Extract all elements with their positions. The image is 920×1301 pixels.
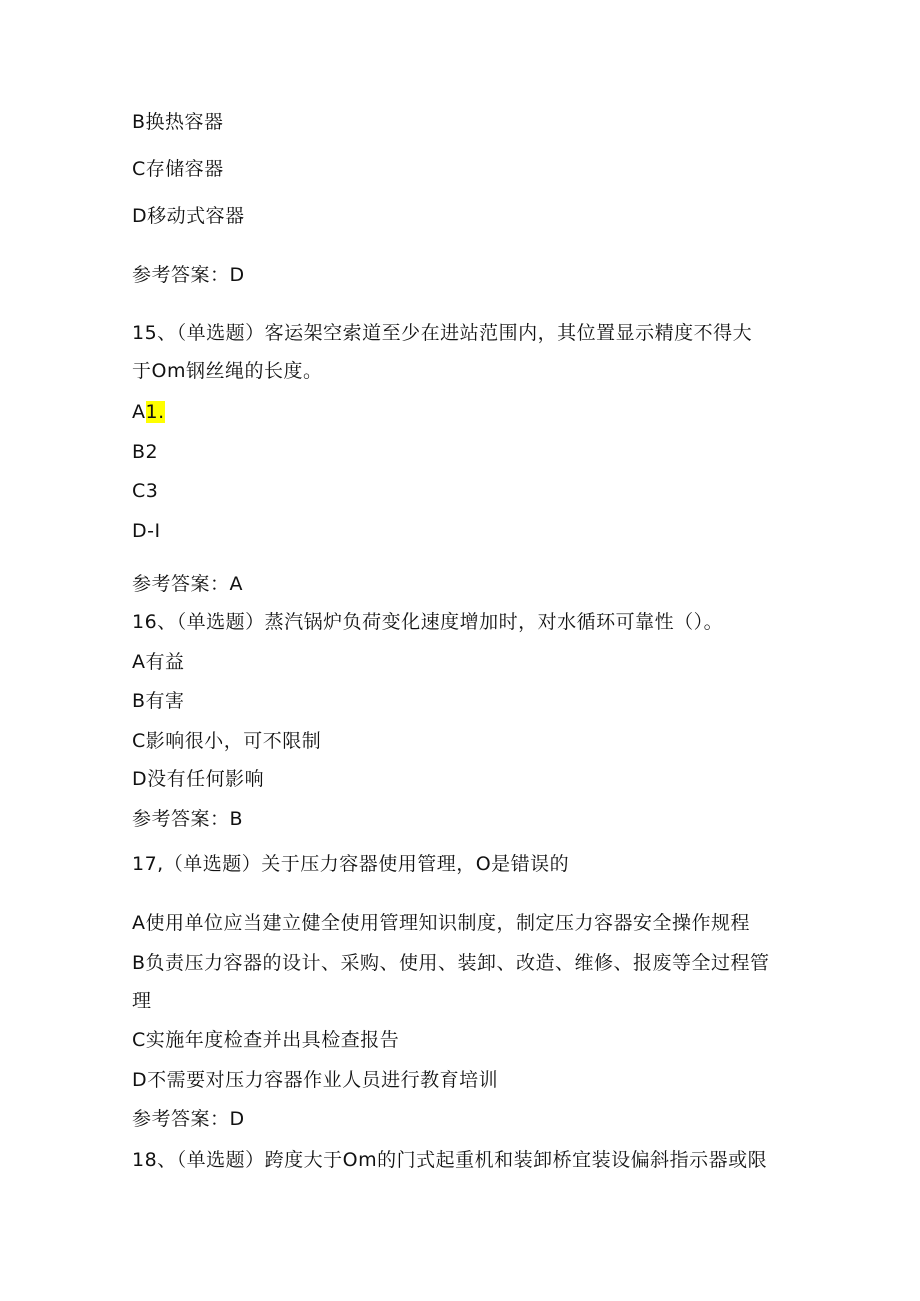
option-d-q15: D-I	[132, 520, 161, 542]
option-a-q15	[132, 400, 165, 424]
question-15-line1: 15、（单选题）客运架空索道至少在进站范围内，其位置显示精度不得大	[132, 322, 753, 344]
option-d-q17: D不需要对压力容器作业人员进行教育培训	[132, 1069, 499, 1091]
answer-q15: 参考答案：A	[132, 573, 243, 595]
option-b-q15: B2	[132, 441, 159, 463]
option-a-q15-label: A	[132, 401, 146, 423]
highlighted-value: 1.	[145, 401, 165, 423]
option-a-q17: A使用单位应当建立健全使用管理知识制度，制定压力容器安全操作规程	[132, 912, 750, 934]
option-b-q17-line1: B负责压力容器的设计、采购、使用、装卸、改造、维修、报废等全过程管	[132, 952, 770, 974]
answer-q17: 参考答案：D	[132, 1108, 245, 1130]
option-c-q14: C存储容器	[132, 158, 224, 180]
option-d-q14: D移动式容器	[132, 205, 245, 227]
option-b-q17-line2: 理	[132, 990, 152, 1012]
option-b-q14: B换热容器	[132, 111, 224, 133]
option-a-q16: A有益	[132, 651, 185, 673]
answer-q16: 参考答案：B	[132, 808, 244, 830]
question-16: 16、（单选题）蒸汽锅炉负荷变化速度增加时，对水循环可靠性（）。	[132, 611, 724, 633]
option-c-q15: C3	[132, 480, 159, 502]
question-15-line2: 于Om钢丝绳的长度。	[132, 360, 323, 382]
answer-q14: 参考答案：D	[132, 264, 245, 286]
option-c-q17: C实施年度检查并出具检查报告	[132, 1029, 400, 1051]
option-b-q16: B有害	[132, 690, 185, 712]
question-18: 18、（单选题）跨度大于Om的门式起重机和装卸桥宜装设偏斜指示器或限	[132, 1149, 768, 1171]
option-d-q16: D没有任何影响	[132, 768, 265, 790]
question-17: 17,（单选题）关于压力容器使用管理，O是错误的	[132, 853, 570, 875]
option-c-q16: C影响很小，可不限制	[132, 730, 322, 752]
